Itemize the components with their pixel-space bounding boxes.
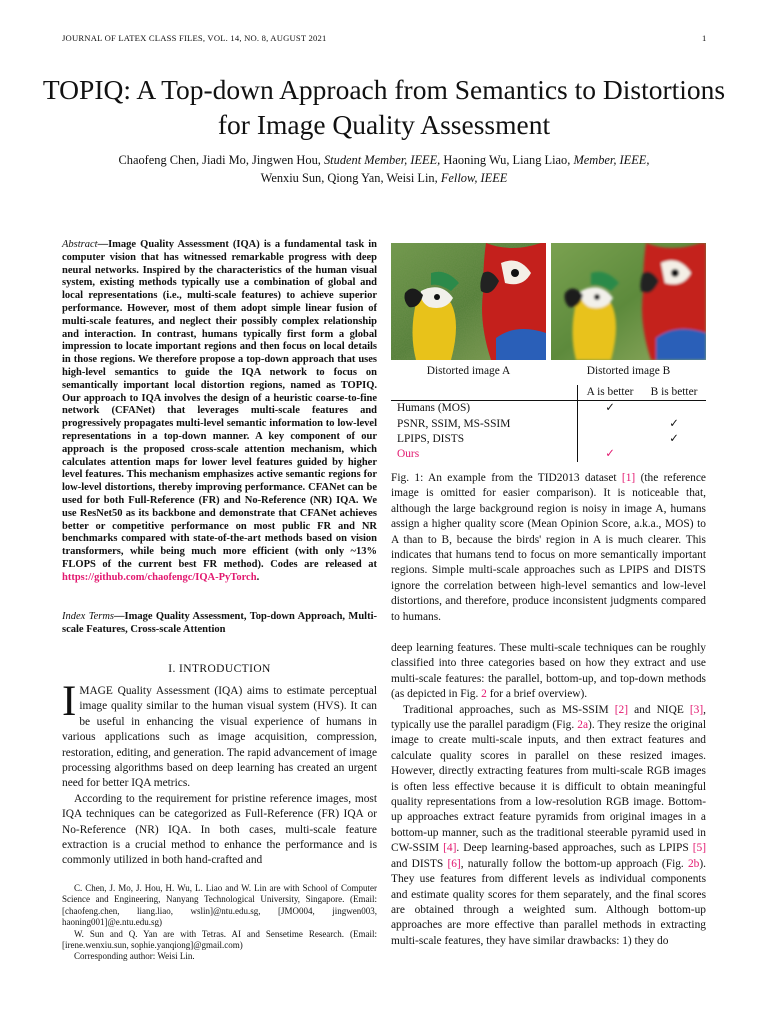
paragraph-continued (391, 641, 706, 703)
check-mark: ✓ (605, 402, 615, 415)
citation-link[interactable]: [3] (689, 703, 704, 716)
section-heading: I. INTRODUCTION (168, 663, 271, 675)
citation-link[interactable]: [6] (447, 857, 461, 870)
citation-link[interactable]: [1] (621, 472, 636, 484)
paper-title: TOPIQ: A Top-down Approach from Semantics to Distortions for Image Quality Assessment (42, 74, 726, 140)
page-number: 1 (702, 33, 707, 43)
distorted-image-b (551, 243, 706, 360)
citation-link[interactable]: [2] (614, 703, 629, 716)
abstract-end: . (256, 571, 260, 583)
citation-link[interactable]: [4] (443, 842, 457, 855)
index-terms (62, 610, 377, 636)
author-list (40, 151, 728, 187)
paragraph-traditional (391, 703, 706, 950)
comparison-table (391, 385, 706, 462)
text-span: and NIQE (628, 703, 690, 716)
check-mark: ✓ (669, 432, 679, 445)
footnotes (62, 883, 377, 963)
text-span: and DISTS (391, 857, 448, 870)
table-row (391, 432, 706, 447)
introduction-text (62, 678, 377, 869)
text-span: ). They resize the original image to create multi-scale inputs, and then extract features and calculate quality scores in parallel on these resized images. However, directly extracting features from multi-scale RGB images is often less effective because it is difficult to obtain meaningful quality representations from a low-resolution RGB image. Bottom-up approaches extract feature pyramids from original images in a bottom-up manner, such as the traditional steerable pyramid used in CW-SSIM (391, 719, 706, 855)
figure-ref-link[interactable]: 2 (481, 688, 487, 701)
authors-line1-a: Chaofeng Chen, Jiadi Mo, Jingwen Hou, (118, 153, 324, 167)
parrots-image-b (551, 243, 706, 360)
check-mark (642, 447, 706, 462)
parrots-image-a (391, 243, 546, 360)
authors-line2-a: Wenxiu Sun, Qiong Yan, Weisi Lin, (260, 171, 441, 185)
check-mark: ✓ (669, 417, 679, 430)
citation-link[interactable]: [5] (692, 842, 706, 855)
distorted-image-a (391, 243, 546, 360)
index-terms-lead: Index Terms (62, 611, 115, 622)
row-method: Humans (MOS) (391, 401, 578, 417)
table-row (391, 447, 706, 462)
row-method: PSNR, SSIM, MS-SSIM (391, 417, 578, 432)
table-header-method (391, 385, 578, 401)
table-row (391, 417, 706, 432)
check-mark (642, 401, 706, 417)
row-method-ours: Ours (391, 447, 578, 462)
running-header: JOURNAL OF LATEX CLASS FILES, VOL. 14, NO. 8, AUGUST 2021 (62, 33, 327, 43)
caption-lead: Fig. 1: An example from the TID2013 dataset (391, 472, 622, 484)
footnote-affiliation-ntu: C. Chen, J. Mo, J. Hou, H. Wu, L. Liao and W. Lin are with School of Computer Science and Engineering, Nanyang Technological University, Singapore. (Email: [chaofeng.chen, liang.liao, wslin]@ntu.edu.sg, [JMO004, jingwen003, haoning001]@e.ntu.edu.sg) (62, 883, 377, 928)
right-column-text (391, 641, 706, 949)
footnote-affiliation-sensetime: W. Sun and Q. Yan are with Tetras. AI and Sensetime Research. (Email: [irene.wenxiu.sun, sophie.yanqiong]@gmail.com) (62, 928, 377, 951)
code-link[interactable]: https://github.com/chaofengc/IQA-PyTorch (62, 571, 257, 583)
text-span: . Deep learning-based approaches, such as LPIPS (456, 842, 693, 855)
check-mark-ours: ✓ (605, 448, 615, 461)
figure-caption (391, 471, 706, 625)
abstract (62, 239, 377, 585)
text-span: Traditional approaches, such as MS-SSIM (403, 703, 615, 716)
footnote-corresponding-author: Corresponding author: Weisi Lin. (74, 951, 195, 962)
author-role-fellow: Fellow, IEEE (440, 171, 508, 185)
table-header-b: B is better (642, 385, 706, 401)
author-role-student: Student Member, IEEE, (323, 153, 441, 167)
table-row (391, 401, 706, 417)
abstract-lead: Abstract (62, 239, 98, 250)
text-span: deep learning features. These multi-scale techniques can be roughly classified into three categories based on how they extract and use multi-scale features: the parallel, bottom-up, and top-down methods (as depicted in Fig. (391, 642, 706, 701)
text-span: for a brief overview). (486, 688, 588, 701)
abstract-text: —Image Quality Assessment (IQA) is a fundamental task in computer vision that has witnessed remarkable progress with deep neural networks. Inspired by the characteristics of the human visual system, existing methods typically use a combination of global and local representations (i.e., multi-scale features) to achieve superior performance. However, most of them adopt simple linear fusion of multi-scale features, and neglect their possibly complex relationship and interaction. In contrast, humans typically first form a global impression to locate important regions and then focus on local details in those regions. We therefore propose a top-down approach that uses high-level semantics to guide the IQA network to focus on semantically important local distortion regions, named as TOPIQ. Our approach to IQA involves the design of a heuristic coarse-to-fine network (CFANet) that leverages multi-scale features and progressively propagates multi-level semantic information to low-level representations in a top-down manner. A key component of our approach is the proposed cross-scale attention mechanism, which calculates attention maps for lower level features guided by higher level features. This mechanism emphasizes active semantic regions for low-level distortions, thereby improving performance. CFANet can be used for both Full-Reference (FR) and No-Reference (NR) IQA. We use ResNet50 as its backbone and demonstrate that CFANet achieves better or competitive performance on most public FR and NR benchmarks compared with state-of-the-art methods based on vision transformers, while being much more efficient (with only ~13% FLOPS of the current best FR method). Codes are released at (62, 239, 377, 570)
text-span: , typically use the parallel paradigm (Fig. (391, 703, 706, 732)
caption-text: (the reference image is omitted for easier comparison). It is noticeable that, although the large background region is noisy in image A, humans assign a higher quality score (Mean Opinion Score, a.k.a., MOS) to A than to B, because the birds' region in A is much clearer. This indicates that humans tend to focus on more semantically important regions. Simple multi-scale approaches such as LPIPS and DISTS ignore the correlation between high-level semantics and low-level distortions, and therefore, produce inconsistent judgments compared to humans. (391, 472, 706, 623)
intro-paragraph-2: According to the requirement for pristine reference images, most IQA techniques can be categorized as Full-Reference (FR) IQA or No-Reference (NR) IQA. In both cases, multi-scale feature extraction is a crucial method to enhance the performance and is commonly utilized in both hand-crafted and (62, 792, 377, 867)
authors-line1-b: Haoning Wu, Liang Liao, (440, 153, 574, 167)
check-mark (578, 417, 643, 432)
author-role-member: Member, IEEE, (573, 153, 650, 167)
image-a-caption: Distorted image A (426, 365, 511, 377)
intro-p1-text: MAGE Quality Assessment (IQA) aims to estimate perceptual image quality similar to the human visual system (HVS). It can be useful in enhancing the visual experience of humans in various applications such as image acquisition, compression, restoration, editing, and generation. The rapid advancement of image processing algorithms based on deep learning has created an urgent need for better IQA metrics. (62, 685, 377, 790)
table-header-a: A is better (578, 385, 643, 401)
index-terms-text: —Image Quality Assessment, Top-down Approach, Multi-scale Features, Cross-scale Attention (62, 611, 378, 635)
drop-cap: I (62, 678, 77, 725)
check-mark (578, 432, 643, 447)
figure-ref-link[interactable]: 2a (577, 719, 589, 732)
intro-paragraph-1 (62, 678, 377, 792)
image-b-caption: Distorted image B (586, 365, 671, 377)
row-method: LPIPS, DISTS (391, 432, 578, 447)
figure-ref-link[interactable]: 2b (687, 857, 700, 870)
text-span: , naturally follow the bottom-up approach (Fig. (460, 857, 688, 870)
text-span: ). They use features from different levels as individual components and estimate quality scores for them separately, and the final scores are obtained through a weighted sum. Although bottom-up approaches are more effective than parallel methods in extracting multi-scale features, they have similar drawbacks: 1) they do (391, 857, 706, 947)
